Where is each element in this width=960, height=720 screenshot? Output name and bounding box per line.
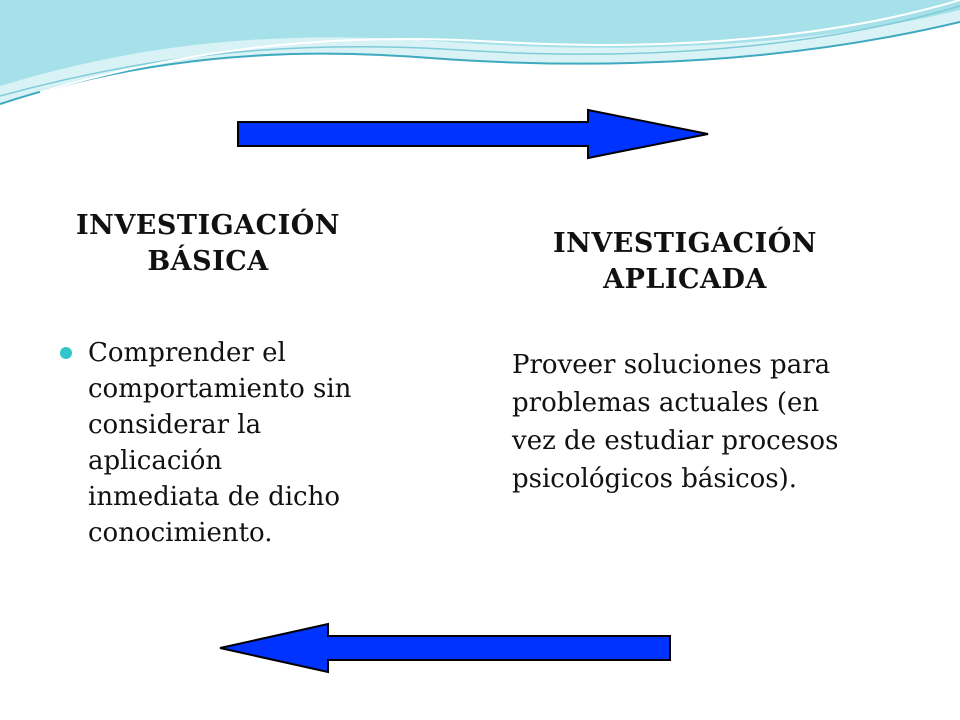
applied-research-title (522, 226, 848, 298)
applied-research-title-line1: INVESTIGACIÓN (553, 228, 817, 259)
applied-research-description: Proveer soluciones para problemas actuales (en vez de estudiar procesos psicológicos básicos). (512, 350, 839, 494)
basic-research-description: Comprender el comportamiento sin considerar la aplicación inmediata de dicho conocimiento. (88, 338, 352, 548)
arrow-left-shape (220, 624, 670, 672)
basic-research-title-line2: BÁSICA (147, 246, 269, 277)
arrow-left-icon (218, 622, 672, 674)
list-item (58, 335, 358, 551)
basic-research-title-line1: INVESTIGACIÓN (76, 210, 340, 241)
arrow-right-shape (238, 110, 708, 158)
arrow-right-icon (236, 108, 710, 160)
bullet-icon (60, 347, 72, 359)
applied-research-title-line2: APLICADA (603, 264, 767, 295)
basic-research-bullets (58, 335, 358, 551)
basic-research-title (48, 208, 368, 280)
